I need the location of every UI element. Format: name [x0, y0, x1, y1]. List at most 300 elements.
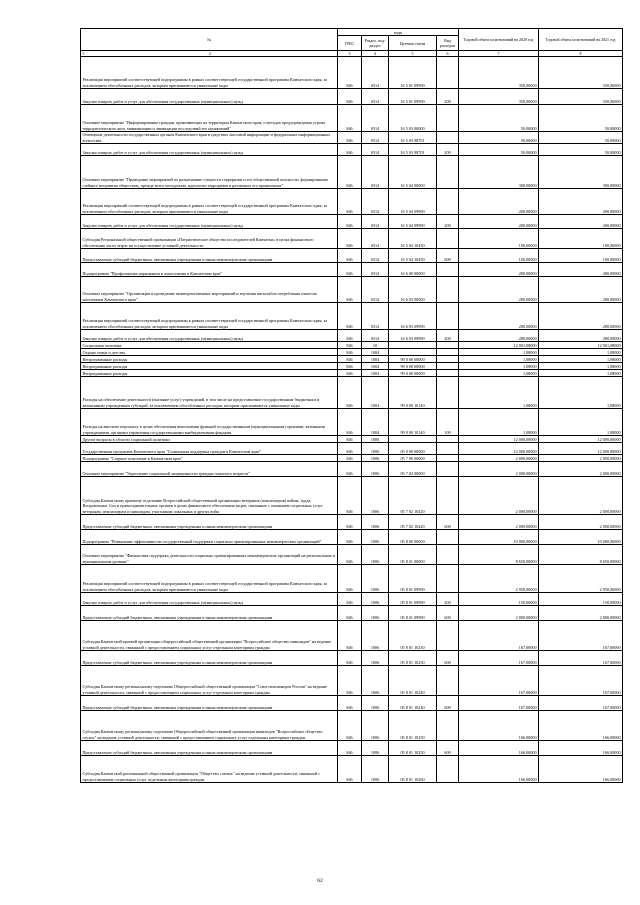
row-section: 0314 [362, 89, 389, 105]
row-volume-2021: 280,00000 [539, 330, 623, 342]
table-row [81, 363, 623, 370]
row-target-article: 05 8 01 10250 [389, 741, 437, 756]
table-row [81, 249, 623, 263]
row-expense-type [437, 666, 459, 696]
header-codes: коды [338, 29, 459, 36]
row-expense-type [437, 565, 459, 593]
row-grbs: 846 [338, 530, 362, 545]
row-expense-type [437, 189, 459, 215]
row-volume-2020: 100,00000 [459, 229, 539, 249]
row-expense-type: 600 [437, 696, 459, 711]
row-section: 1004 [362, 377, 389, 409]
row-expense-type [437, 229, 459, 249]
row-grbs: 846 [338, 651, 362, 666]
row-grbs: 846 [338, 144, 362, 156]
header-target: Целевая статья [389, 36, 437, 51]
row-grbs: 846 [338, 666, 362, 696]
row-volume-2021: 2 000,00000 [539, 455, 623, 462]
row-description: Основное мероприятие "Укрепление социальной защищенности граждан пожилого возраста" [81, 462, 338, 477]
row-description: Закупка товаров, работ и услуг для обеспечения государственных (муниципальных) нужд [81, 330, 338, 342]
row-expense-type: 600 [437, 515, 459, 530]
row-volume-2021: 150,00000 [539, 593, 623, 606]
row-expense-type [437, 443, 459, 455]
table-header [81, 29, 623, 57]
row-expense-type [437, 545, 459, 565]
table-row [81, 545, 623, 565]
row-grbs: 846 [338, 606, 362, 621]
row-expense-type [437, 756, 459, 783]
row-expense-type [437, 57, 459, 89]
header-number: № [81, 29, 338, 51]
row-volume-2020: 12 000,00000 [459, 436, 539, 443]
row-target-article: 05 7 00 00000 [389, 455, 437, 462]
row-description: Предоставление субсидий бюджетным, автономным учреждениям и иным некоммерческим организациям [81, 606, 338, 621]
row-volume-2021: 167,00000 [539, 621, 623, 651]
row-grbs: 846 [338, 215, 362, 229]
header-index: 4 [362, 51, 389, 57]
row-grbs: 846 [338, 565, 362, 593]
row-target-article: 16 6 03 09990 [389, 330, 437, 342]
row-volume-2020: 2 950,00000 [459, 565, 539, 593]
row-volume-2020: 350,00000 [459, 89, 539, 105]
row-description: Подпрограмма "Старшее поколение в Камчатском крае" [81, 455, 338, 462]
row-expense-type [437, 349, 459, 356]
row-section: 0314 [362, 249, 389, 263]
row-volume-2021: 167,00000 [539, 651, 623, 666]
table-row [81, 741, 623, 756]
row-grbs: 846 [338, 303, 362, 330]
row-grbs: 846 [338, 57, 362, 89]
row-expense-type: 600 [437, 651, 459, 666]
row-volume-2021: 1,08000 [539, 356, 623, 363]
row-expense-type: 200 [437, 215, 459, 229]
row-section: 1006 [362, 621, 389, 651]
header-volume-2021: Годовой объем ассигнований на 2021 год [539, 29, 623, 51]
table-row [81, 606, 623, 621]
row-target-article: 05 7 02 00000 [389, 462, 437, 477]
row-expense-type [437, 303, 459, 330]
row-volume-2021: 280,00000 [539, 277, 623, 303]
row-expense-type [437, 436, 459, 443]
table-row [81, 477, 623, 515]
row-grbs: 846 [338, 436, 362, 443]
header-index: 8 [539, 51, 623, 57]
row-section: 1006 [362, 565, 389, 593]
row-volume-2021: 1,08000 [539, 363, 623, 370]
table-row [81, 229, 623, 249]
row-target-article: 05 8 01 09990 [389, 593, 437, 606]
row-target-article: 16 5 04 09990 [389, 215, 437, 229]
row-volume-2020: 2 800,00000 [459, 606, 539, 621]
row-volume-2020: 167,00000 [459, 651, 539, 666]
row-description: Подпрограмма "Профилактика наркомании и алкоголизма в Камчатском крае" [81, 263, 338, 277]
row-target-article: 99 0 00 10140 [389, 377, 437, 409]
row-description: Предоставление субсидий бюджетным, автономным учреждениям и иным некоммерческим организациям [81, 651, 338, 666]
row-section: 1006 [362, 696, 389, 711]
row-volume-2020: 280,00000 [459, 277, 539, 303]
table-row [81, 696, 623, 711]
row-description: Предоставление субсидий бюджетным, автономным учреждениям и иным некоммерческим организациям [81, 515, 338, 530]
row-volume-2020: 200,00000 [459, 189, 539, 215]
row-grbs: 846 [338, 377, 362, 409]
table-body [81, 57, 623, 783]
row-target-article: 05 7 02 10420 [389, 515, 437, 530]
row-description: Реализация мероприятий соответствующей подпрограммы в рамках соответствующей государственной программы Камчатского края, за исключением обособленных расходов, которым присваиваются уникальные коды [81, 189, 338, 215]
row-expense-type [437, 356, 459, 363]
row-expense-type [437, 711, 459, 741]
row-volume-2021: 350,00000 [539, 89, 623, 105]
row-grbs: 846 [338, 621, 362, 651]
table-row [81, 515, 623, 530]
table-row [81, 156, 623, 189]
row-volume-2021: 2 000,00000 [539, 477, 623, 515]
header-index: 6 [437, 51, 459, 57]
row-section: 1004 [362, 363, 389, 370]
table-row [81, 711, 623, 741]
row-grbs: 846 [338, 156, 362, 189]
row-grbs: 846 [338, 545, 362, 565]
row-volume-2021: 12 001,08000 [539, 342, 623, 349]
row-volume-2020: 2 000,00000 [459, 455, 539, 462]
row-target-article: 05 8 01 09990 [389, 606, 437, 621]
row-volume-2020: 280,00000 [459, 263, 539, 277]
row-volume-2020: 280,00000 [459, 303, 539, 330]
header-index: 7 [459, 51, 539, 57]
row-description: Субсидия Камчатской краевой организации общероссийской общественной организации "Всероссийское общество инвалидов" на ведение уставной деятельности, связанной с предоставлением социальных услуг отдельным категориям граждан [81, 621, 338, 651]
row-volume-2021: 166,00000 [539, 741, 623, 756]
row-volume-2021: 200,00000 [539, 215, 623, 229]
row-volume-2021: 200,00000 [539, 189, 623, 215]
row-grbs: 846 [338, 349, 362, 356]
row-description: Предоставление субсидий бюджетным, автономным учреждениям и иным некоммерческим организациям [81, 741, 338, 756]
row-volume-2021: 280,00000 [539, 303, 623, 330]
row-grbs: 846 [338, 593, 362, 606]
table-row [81, 666, 623, 696]
row-target-article: 99 0 00 10140 [389, 409, 437, 436]
row-description: Государственная программа Камчатского края "Социальная поддержка граждан в Камчатском крае" [81, 443, 338, 455]
table-row [81, 593, 623, 606]
row-expense-type: 100 [437, 409, 459, 436]
row-description: Основное мероприятие "Организация и проведение межведомственных мероприятий и изучения масштабов потребления алкоголя населением Камчатского края" [81, 277, 338, 303]
row-section: 0314 [362, 57, 389, 89]
row-section: 1006 [362, 530, 389, 545]
row-section: 0314 [362, 277, 389, 303]
row-expense-type [437, 370, 459, 377]
header-volume-2020: Годовой объем ассигнований на 2020 год [459, 29, 539, 51]
row-section: 1006 [362, 711, 389, 741]
row-volume-2020: 12 000,00000 [459, 443, 539, 455]
table-row [81, 57, 623, 89]
row-volume-2020: 167,00000 [459, 696, 539, 711]
row-expense-type [437, 363, 459, 370]
row-description: Предоставление субсидий бюджетным, автономным учреждениям и иным некоммерческим организациям [81, 696, 338, 711]
table-row [81, 144, 623, 156]
row-description: Непрограммные расходы [81, 363, 338, 370]
row-grbs: 846 [338, 277, 362, 303]
row-grbs: 846 [338, 462, 362, 477]
row-description: Другие вопросы в области социальной политики [81, 436, 338, 443]
row-target-article: 16 5 04 09990 [389, 189, 437, 215]
row-volume-2020: 150,00000 [459, 593, 539, 606]
row-grbs: 846 [338, 105, 362, 132]
row-grbs: 846 [338, 263, 362, 277]
row-grbs: 846 [338, 342, 362, 349]
row-description: Подпрограмма "Повышение эффективности государственной поддержки социально ориентированных некоммерческих организаций" [81, 530, 338, 545]
row-volume-2020: 200,00000 [459, 215, 539, 229]
row-volume-2020: 300,00000 [459, 156, 539, 189]
row-grbs: 846 [338, 455, 362, 462]
row-expense-type [437, 530, 459, 545]
row-volume-2020: 167,00000 [459, 666, 539, 696]
table-row [81, 530, 623, 545]
page-number: 62 [317, 878, 323, 884]
row-volume-2020: 50,00000 [459, 144, 539, 156]
table-row [81, 89, 623, 105]
row-section: 10 [362, 342, 389, 349]
row-volume-2021: 100,00000 [539, 249, 623, 263]
row-description: Реализация мероприятий соответствующей подпрограммы в рамках соответствующей государственной программы Камчатского края, за исключением обособленных расходов, которым присваиваются уникальные коды [81, 303, 338, 330]
row-description: Закупка товаров, работ и услуг для обеспечения государственных (муниципальных) нужд [81, 144, 338, 156]
table-row [81, 330, 623, 342]
row-section: 1006 [362, 545, 389, 565]
row-volume-2021: 2 000,00000 [539, 462, 623, 477]
row-volume-2021: 12 000,00000 [539, 443, 623, 455]
row-description: Расходы на выплаты персоналу в целях обеспечения выполнения функций государственными (муниципальными) органами, казенными учреждениями, органами управления государственными внебюджетными фондами [81, 409, 338, 436]
row-section: 0314 [362, 189, 389, 215]
row-grbs: 846 [338, 477, 362, 515]
table-row [81, 621, 623, 651]
row-section: 0314 [362, 132, 389, 144]
row-target-article: 16 6 00 00000 [389, 263, 437, 277]
row-target-article: 16 5 03 98701 [389, 132, 437, 144]
row-grbs: 846 [338, 249, 362, 263]
row-volume-2020: 50,00000 [459, 105, 539, 132]
row-volume-2021: 10 000,00000 [539, 530, 623, 545]
row-grbs: 846 [338, 89, 362, 105]
row-target-article: 05 8 01 10230 [389, 651, 437, 666]
row-description: Закупка товаров, работ и услуг для обеспечения государственных (муниципальных) нужд [81, 89, 338, 105]
row-target-article [389, 436, 437, 443]
row-expense-type: 200 [437, 89, 459, 105]
row-section: 1006 [362, 515, 389, 530]
row-target-article: 16 5 04 10450 [389, 229, 437, 249]
row-volume-2021: 1,08000 [539, 409, 623, 436]
table-row [81, 342, 623, 349]
row-volume-2020: 1,08000 [459, 363, 539, 370]
row-volume-2021: 300,00000 [539, 156, 623, 189]
row-volume-2021: 166,00000 [539, 756, 623, 783]
header-index-2: 2 [209, 51, 211, 56]
header-index: 3 [338, 51, 362, 57]
row-description: Непрограммные расходы [81, 356, 338, 363]
table-row [81, 377, 623, 409]
budget-table [80, 28, 623, 783]
row-description: Основное мероприятие "Информирование граждан, проживающих на территории Камчатского края, о методах предупреждения угрозы террористического акта, минимизации и ликвидации последствий его проявлений" [81, 105, 338, 132]
row-volume-2021: 2 800,00000 [539, 606, 623, 621]
row-target-article: 16 5 04 10450 [389, 249, 437, 263]
row-grbs: 846 [338, 363, 362, 370]
table-row [81, 189, 623, 215]
row-target-article: 05 8 01 10240 [389, 696, 437, 711]
row-description: Субсидия Камчатскому региональному отделению Общероссийской общественной организации "Союз пенсионеров России" на ведение уставной деятельности, связанной с предоставлением социальных услуг отдельным категориям граждан [81, 666, 338, 696]
row-section: 1006 [362, 593, 389, 606]
row-volume-2020: 10 000,00000 [459, 530, 539, 545]
row-description: Субсидия Региональной общественной организации «Патриотическое общество исследователей Камчатки» в целях финансового обеспечения части затрат на осуществление уставной деятельности [81, 229, 338, 249]
row-volume-2020: 166,00000 [459, 741, 539, 756]
row-volume-2020: 1,08000 [459, 349, 539, 356]
row-expense-type: 600 [437, 606, 459, 621]
header-vid: Вид расходов [437, 36, 459, 51]
table-row [81, 105, 623, 132]
row-target-article: 16 6 03 09990 [389, 303, 437, 330]
row-target-article: 99 0 00 00000 [389, 356, 437, 363]
row-section: 1006 [362, 651, 389, 666]
table-row [81, 215, 623, 229]
row-target-article: 05 8 01 09990 [389, 565, 437, 593]
table-row [81, 370, 623, 377]
row-section: 0314 [362, 303, 389, 330]
row-description: Непрограммные расходы [81, 370, 338, 377]
row-section: 1006 [362, 666, 389, 696]
row-volume-2021: 166,00000 [539, 711, 623, 741]
table-row [81, 455, 623, 462]
table-row [81, 132, 623, 144]
row-grbs: 846 [338, 356, 362, 363]
row-section: 0314 [362, 229, 389, 249]
row-section: 0314 [362, 263, 389, 277]
row-volume-2020: 1,08000 [459, 370, 539, 377]
row-grbs: 846 [338, 756, 362, 783]
table-row [81, 277, 623, 303]
header-index: 5 [389, 51, 437, 57]
row-volume-2020: 166,00000 [459, 711, 539, 741]
table-row [81, 651, 623, 666]
row-description: Реализация мероприятий соответствующей подпрограммы в рамках соответствующей государственной программы Камчатского края, за исключением обособленных расходов, которым присваиваются уникальные коды [81, 565, 338, 593]
row-section: 1006 [362, 756, 389, 783]
row-expense-type [437, 277, 459, 303]
row-target-article: 16 5 03 00000 [389, 105, 437, 132]
row-grbs: 846 [338, 330, 362, 342]
row-section: 0314 [362, 215, 389, 229]
row-section: 1006 [362, 436, 389, 443]
row-description: Закупка товаров, работ и услуг для обеспечения государственных (муниципальных) нужд [81, 215, 338, 229]
table-row [81, 443, 623, 455]
row-section: 0314 [362, 144, 389, 156]
row-section: 1006 [362, 462, 389, 477]
table-row [81, 356, 623, 363]
row-expense-type [437, 156, 459, 189]
row-volume-2021: 100,00000 [539, 229, 623, 249]
row-grbs: 846 [338, 229, 362, 249]
row-expense-type [437, 342, 459, 349]
row-target-article: 05 8 01 10260 [389, 756, 437, 783]
row-section: 1004 [362, 409, 389, 436]
row-volume-2020: 280,00000 [459, 330, 539, 342]
row-section: 1006 [362, 741, 389, 756]
header-section: Раздел, под- раздел [362, 36, 389, 51]
row-volume-2021: 280,00000 [539, 263, 623, 277]
row-section: 1004 [362, 356, 389, 363]
row-description: Расходы на обеспечение деятельности (оказание услуг) учреждений, в том числе на предоставление государственным бюджетным и автономным учреждениям субсидий, за исключением обособленных расходов, которым присваиваются уникальные коды [81, 377, 338, 409]
row-description: Закупка товаров, работ и услуг для обеспечения государственных (муниципальных) нужд [81, 593, 338, 606]
row-volume-2021: 167,00000 [539, 696, 623, 711]
row-volume-2020: 2 000,00000 [459, 462, 539, 477]
row-expense-type [437, 455, 459, 462]
row-volume-2021: 50,00000 [539, 144, 623, 156]
row-target-article: 05 8 00 00000 [389, 530, 437, 545]
row-volume-2020: 50,00000 [459, 132, 539, 144]
table-row [81, 756, 623, 783]
row-description: Предоставление субсидий бюджетным, автономным учреждениям и иным некоммерческим организациям [81, 249, 338, 263]
row-expense-type: 200 [437, 330, 459, 342]
row-description: Социальная политика [81, 342, 338, 349]
row-description: Основное мероприятие "Проведение мероприятий по разъяснению сущности терроризма и его общественной опасности, формированию стойкого неприятия обществом, прежде всего молодежью, идеологии терроризма в различных его проявлениях" [81, 156, 338, 189]
table-row [81, 263, 623, 277]
row-description: Субсидия Камчатской региональной общественной организации "Общество слепых" на ведение уставной деятельности, связанной с предоставлением социальных услуг отдельным категориям граждан [81, 756, 338, 783]
row-target-article: 05 8 01 10250 [389, 711, 437, 741]
row-expense-type: 200 [437, 593, 459, 606]
row-volume-2020: 2 000,00000 [459, 515, 539, 530]
row-grbs: 846 [338, 696, 362, 711]
row-volume-2021: 167,00000 [539, 666, 623, 696]
row-section: 1004 [362, 370, 389, 377]
row-expense-type [437, 462, 459, 477]
row-volume-2020: 166,00000 [459, 756, 539, 783]
row-description: Охрана семьи и детства [81, 349, 338, 356]
row-grbs: 846 [338, 515, 362, 530]
row-expense-type: 600 [437, 249, 459, 263]
row-volume-2020: 1,08000 [459, 356, 539, 363]
table-row [81, 349, 623, 356]
row-volume-2020: 2 000,00000 [459, 477, 539, 515]
row-target-article: 99 0 00 00000 [389, 370, 437, 377]
row-section: 1004 [362, 349, 389, 356]
row-grbs: 846 [338, 409, 362, 436]
row-expense-type [437, 263, 459, 277]
header-index-1: 1 [82, 51, 84, 56]
row-volume-2021: 1,08000 [539, 370, 623, 377]
row-section: 1006 [362, 443, 389, 455]
row-grbs: 846 [338, 132, 362, 144]
row-target-article: 16 5 04 00000 [389, 156, 437, 189]
row-target-article: 16 5 01 09990 [389, 57, 437, 89]
row-expense-type [437, 377, 459, 409]
row-description: Основное мероприятие "Финансовая поддержка деятельности социально ориентированных некоммерческих организаций на региональном и муниципальном уровнях" [81, 545, 338, 565]
row-description: Субсидия Камчатскому региональному отделению Общероссийской общественной организации инвалидов "Всероссийское общество глухих" на ведение уставной деятельности, связанной с предоставлением социальных услуг отдельным категориям граждан [81, 711, 338, 741]
row-target-article: 16 5 03 98701 [389, 144, 437, 156]
row-expense-type [437, 621, 459, 651]
row-volume-2020: 350,00000 [459, 57, 539, 89]
row-description: Реализация мероприятий соответствующей подпрограммы в рамках соответствующей государственной программы Камчатского края, за исключением обособленных расходов, которым присваиваются уникальные коды [81, 57, 338, 89]
row-expense-type [437, 132, 459, 144]
row-volume-2020: 12 001,08000 [459, 342, 539, 349]
row-volume-2021: 50,00000 [539, 132, 623, 144]
table-row [81, 565, 623, 593]
row-section: 0314 [362, 105, 389, 132]
row-volume-2021: 2 000,00000 [539, 515, 623, 530]
row-target-article: 05 0 00 00000 [389, 443, 437, 455]
row-target-article: 16 5 01 09990 [389, 89, 437, 105]
row-volume-2020: 1,08000 [459, 377, 539, 409]
row-volume-2021: 1,08000 [539, 377, 623, 409]
row-volume-2021: 50,00000 [539, 105, 623, 132]
row-expense-type: 200 [437, 144, 459, 156]
row-volume-2020: 8 650,00000 [459, 545, 539, 565]
row-volume-2021: 8 650,00000 [539, 545, 623, 565]
row-description: Освещение деятельности государственных органов Камчатского края в средствах массовой информации и федеральных информационных агентствах [81, 132, 338, 144]
table-row [81, 436, 623, 443]
row-expense-type [437, 105, 459, 132]
